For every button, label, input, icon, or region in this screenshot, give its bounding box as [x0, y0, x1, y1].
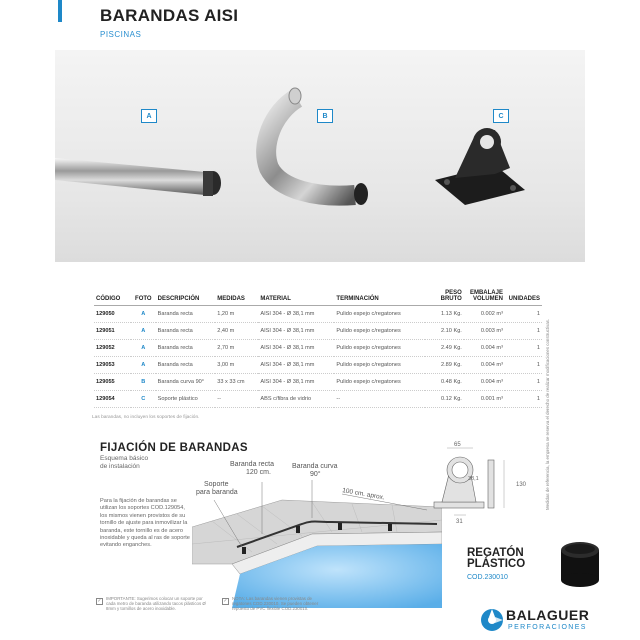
- cell-code: 129052: [94, 340, 131, 357]
- label-soporte-baranda: para baranda: [196, 489, 238, 496]
- regaton-image: [555, 536, 605, 592]
- cell-desc: Baranda recta: [156, 306, 216, 323]
- label-soporte: Soporte: [204, 481, 229, 488]
- header-peso: PESO BRUTO: [425, 290, 464, 306]
- cell-foto: A: [131, 306, 156, 323]
- header-medidas: MEDIDAS: [215, 290, 258, 306]
- header-terminacion: TERMINACIÓN: [334, 290, 424, 306]
- cell-desc: Baranda recta: [156, 323, 216, 340]
- table-row: [94, 306, 542, 323]
- cell-unidades: 1: [505, 306, 542, 323]
- header-volumen: EMBALAJE VOLUMEN: [464, 290, 505, 306]
- cell-material: AISI 304 - Ø 38,1 mm: [258, 306, 334, 323]
- cell-unidades: 1: [505, 357, 542, 374]
- support-bracket-image: [435, 128, 525, 205]
- table-note: Las barandas, no incluyen los soportes de fijación.: [92, 415, 200, 420]
- cell-material: AISI 304 - Ø 38,1 mm: [258, 323, 334, 340]
- cell-desc: Baranda curva 90°: [156, 374, 216, 391]
- page-title: BARANDAS AISI: [100, 6, 239, 25]
- photo-label-c: C: [493, 109, 509, 123]
- cell-code: 129054: [94, 391, 131, 408]
- cell-terminacion: Pulido espejo c/regatones: [334, 374, 424, 391]
- header-code: CÓDIGO: [94, 290, 131, 306]
- cell-foto: A: [131, 323, 156, 340]
- label-baranda-recta: Baranda recta: [230, 461, 274, 468]
- company-logo: [476, 606, 636, 636]
- cell-peso: 1.13 Kg.: [425, 306, 464, 323]
- fijacion-subtitle-line1: Esquema básico: [100, 455, 149, 462]
- page-subtitle: PISCINAS: [100, 30, 142, 39]
- cell-volumen: 0.004 m³: [464, 340, 505, 357]
- cell-terminacion: Pulido espejo c/regatones: [334, 357, 424, 374]
- regaton-title: [467, 548, 525, 570]
- label-baranda-curva-angle: 90°: [310, 471, 321, 478]
- fijacion-title: FIJACIÓN DE BARANDAS: [100, 442, 248, 454]
- cell-material: AISI 304 - Ø 38,1 mm: [258, 374, 334, 391]
- cell-medidas: --: [215, 391, 258, 408]
- logo-icon: [480, 608, 504, 632]
- dim-mid: 38,1: [468, 476, 479, 482]
- regaton-card: [455, 532, 607, 594]
- table-row: [94, 340, 542, 357]
- cell-desc: Baranda recta: [156, 357, 216, 374]
- cell-peso: 2.49 Kg.: [425, 340, 464, 357]
- footnote-nota-text: NOTA: Las barandas vienen provistas de regatones COD.230010. Se pueden obtener repuesto de PVC flexible COD.230010.: [232, 596, 319, 612]
- label-distance-aprox: 100 cm. aprox.: [341, 487, 386, 502]
- regaton-title-line2: PLÁSTICO: [467, 558, 526, 570]
- cell-foto: A: [131, 340, 156, 357]
- table-row: [94, 357, 542, 374]
- header-material: MATERIAL: [258, 290, 334, 306]
- logo-name: BALAGUER: [506, 607, 590, 623]
- check-icon: ✓: [223, 598, 228, 604]
- product-photo-band: [55, 50, 585, 262]
- regaton-code: COD.230010: [467, 574, 508, 581]
- photo-label-a: A: [141, 109, 157, 123]
- dim-base: 31: [456, 519, 463, 525]
- cell-medidas: 2,70 m: [215, 340, 258, 357]
- cell-terminacion: --: [334, 391, 424, 408]
- table-row: [94, 323, 542, 340]
- cell-foto: C: [131, 391, 156, 408]
- label-baranda-recta-length: 120 cm.: [246, 469, 271, 476]
- cell-code: 129051: [94, 323, 131, 340]
- cell-medidas: 1,20 m: [215, 306, 258, 323]
- cell-volumen: 0.004 m³: [464, 374, 505, 391]
- cell-medidas: 2,40 m: [215, 323, 258, 340]
- cell-volumen: 0.003 m³: [464, 323, 505, 340]
- cell-terminacion: Pulido espejo c/regatones: [334, 306, 424, 323]
- header-desc: DESCRIPCIÓN: [156, 290, 216, 306]
- cell-unidades: 1: [505, 340, 542, 357]
- header-foto: FOTO: [131, 290, 156, 306]
- cell-material: ABS c/fibra de vidrio: [258, 391, 334, 408]
- cell-code: 129055: [94, 374, 131, 391]
- cell-peso: 2.10 Kg.: [425, 323, 464, 340]
- cell-foto: B: [131, 374, 156, 391]
- cell-desc: Baranda recta: [156, 340, 216, 357]
- cell-foto: A: [131, 357, 156, 374]
- logo-subtitle: PERFORACIONES: [508, 624, 587, 631]
- photo-label-b: B: [317, 109, 333, 123]
- bracket-technical-drawing-svg: [420, 440, 560, 530]
- dim-top: 65: [454, 442, 461, 448]
- cell-material: AISI 304 - Ø 38,1 mm: [258, 340, 334, 357]
- header-accent-bar: [58, 0, 62, 22]
- footnote-importante-text: IMPORTANTE: Sugerimos colocar un soporte por cada metro de baranda utilizando tacos plásticos Ø 8mm y tornillos de acero inoxidable.: [106, 596, 206, 612]
- regaton-title-line1: REGATÓN: [467, 547, 524, 559]
- fijacion-subtitle: [100, 455, 148, 471]
- fijacion-body: Para la fijación de barandas se utilizan los soportes COD.129054, los mismos vienen provistos de su tornillo de ajuste para inmovilizar la baranda, este tornillo es de acero inoxidable y queda al ras de soporte evitando enganches.: [100, 498, 190, 549]
- side-disclaimer: Medidas de referencia, la empresa se reserva el derecho de realizar modificaciones constructivas.: [545, 318, 550, 510]
- cell-peso: 0.48 Kg.: [425, 374, 464, 391]
- table-header-row: [94, 290, 542, 306]
- cell-code: 129053: [94, 357, 131, 374]
- cell-terminacion: Pulido espejo c/regatones: [334, 323, 424, 340]
- cell-volumen: 0.001 m³: [464, 391, 505, 408]
- table-row: [94, 391, 542, 408]
- product-photos: [55, 50, 585, 262]
- dim-height: 130: [516, 482, 527, 488]
- table-row: [94, 374, 542, 391]
- installation-diagram: [192, 452, 442, 608]
- check-icon: ✓: [97, 598, 102, 604]
- cell-volumen: 0.002 m³: [464, 306, 505, 323]
- product-table: [94, 290, 542, 408]
- cell-terminacion: Pulido espejo c/regatones: [334, 340, 424, 357]
- cell-code: 129050: [94, 306, 131, 323]
- header-unidades: UNIDADES: [505, 290, 542, 306]
- label-baranda-curva: Baranda curva: [292, 463, 338, 470]
- cell-desc: Soporte plástico: [156, 391, 216, 408]
- cell-unidades: 1: [505, 374, 542, 391]
- pipe-curved-image: [266, 88, 368, 205]
- installation-diagram-svg: [192, 452, 442, 608]
- bracket-technical-drawing: [420, 440, 560, 530]
- cell-medidas: 3,00 m: [215, 357, 258, 374]
- fijacion-subtitle-line2: de instalación: [100, 463, 140, 470]
- cell-volumen: 0.004 m³: [464, 357, 505, 374]
- cell-peso: 0.12 Kg.: [425, 391, 464, 408]
- pipe-straight-image: [55, 158, 221, 196]
- footnotes: [96, 596, 426, 624]
- cell-medidas: 33 x 33 cm: [215, 374, 258, 391]
- cell-unidades: 1: [505, 391, 542, 408]
- cell-material: AISI 304 - Ø 38,1 mm: [258, 357, 334, 374]
- cell-unidades: 1: [505, 323, 542, 340]
- cell-peso: 2.89 Kg.: [425, 357, 464, 374]
